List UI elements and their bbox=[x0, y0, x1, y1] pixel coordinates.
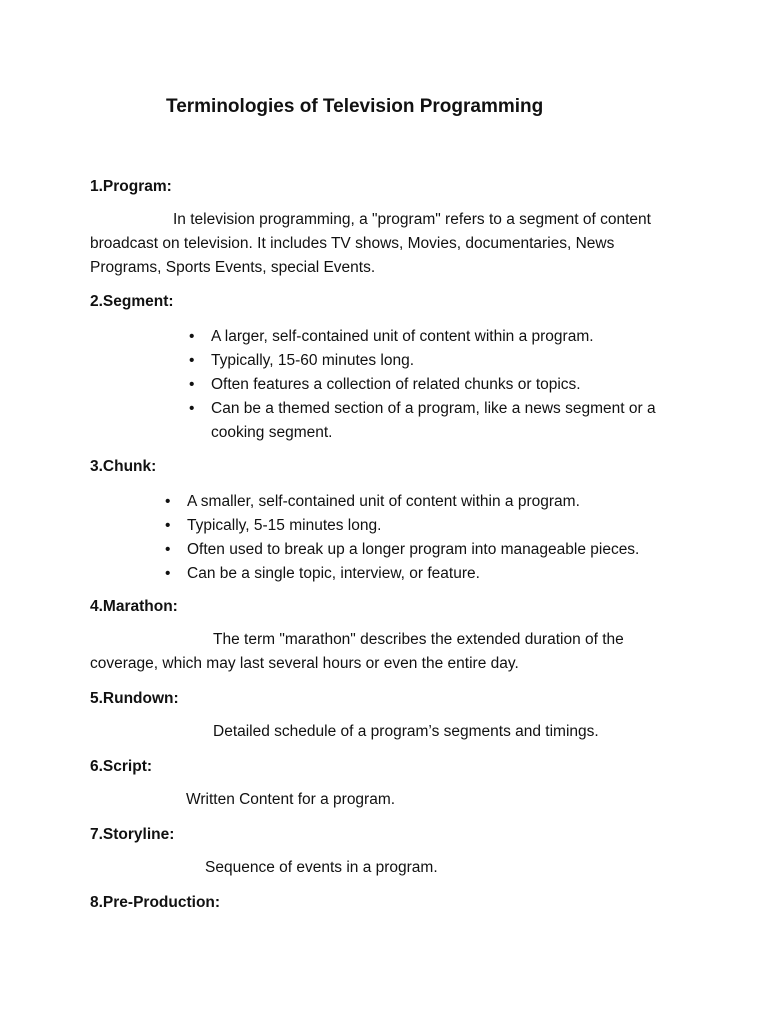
storyline-definition: Sequence of events in a program. bbox=[205, 859, 438, 876]
list-item: • A smaller, self-contained unit of content within a program. bbox=[165, 490, 685, 514]
section-heading-program: 1.Program: bbox=[90, 178, 172, 195]
marathon-definition-line-1: The term "marathon" describes the extended duration of the bbox=[213, 631, 624, 648]
marathon-definition-line-2: coverage, which may last several hours or even the entire day. bbox=[90, 655, 519, 672]
section-heading-segment: 2.Segment: bbox=[90, 293, 174, 310]
list-item: • Can be a themed section of a program, like a news segment or a cooking segment. bbox=[189, 397, 679, 445]
script-definition: Written Content for a program. bbox=[186, 791, 396, 808]
program-definition-line-2: broadcast on television. It includes TV shows, Movies, documentaries, News bbox=[90, 235, 615, 252]
segment-bullet-list bbox=[189, 325, 679, 445]
section-heading-marathon: 4.Marathon: bbox=[90, 598, 178, 615]
list-item: • A larger, self-contained unit of content within a program. bbox=[189, 325, 679, 349]
document-title: Terminologies of Television Programming bbox=[166, 96, 544, 117]
section-heading-chunk: 3.Chunk: bbox=[90, 458, 157, 475]
chunk-bullet-list bbox=[165, 490, 685, 586]
program-definition-line-1: In television programming, a "program" refers to a segment of content bbox=[173, 211, 651, 228]
section-heading-script: 6.Script: bbox=[90, 758, 153, 775]
list-item: • Often used to break up a longer program into manageable pieces. bbox=[165, 538, 685, 562]
section-heading-storyline: 7.Storyline: bbox=[90, 826, 175, 843]
program-definition-line-3: Programs, Sports Events, special Events. bbox=[90, 259, 376, 276]
list-item: • Typically, 15-60 minutes long. bbox=[189, 349, 679, 373]
list-item: • Often features a collection of related chunks or topics. bbox=[189, 373, 679, 397]
section-heading-pre-production: 8.Pre-Production: bbox=[90, 894, 221, 911]
section-heading-rundown: 5.Rundown: bbox=[90, 690, 179, 707]
rundown-definition: Detailed schedule of a program’s segments and timings. bbox=[213, 723, 599, 740]
list-item: • Can be a single topic, interview, or feature. bbox=[165, 562, 685, 586]
list-item: • Typically, 5-15 minutes long. bbox=[165, 514, 685, 538]
